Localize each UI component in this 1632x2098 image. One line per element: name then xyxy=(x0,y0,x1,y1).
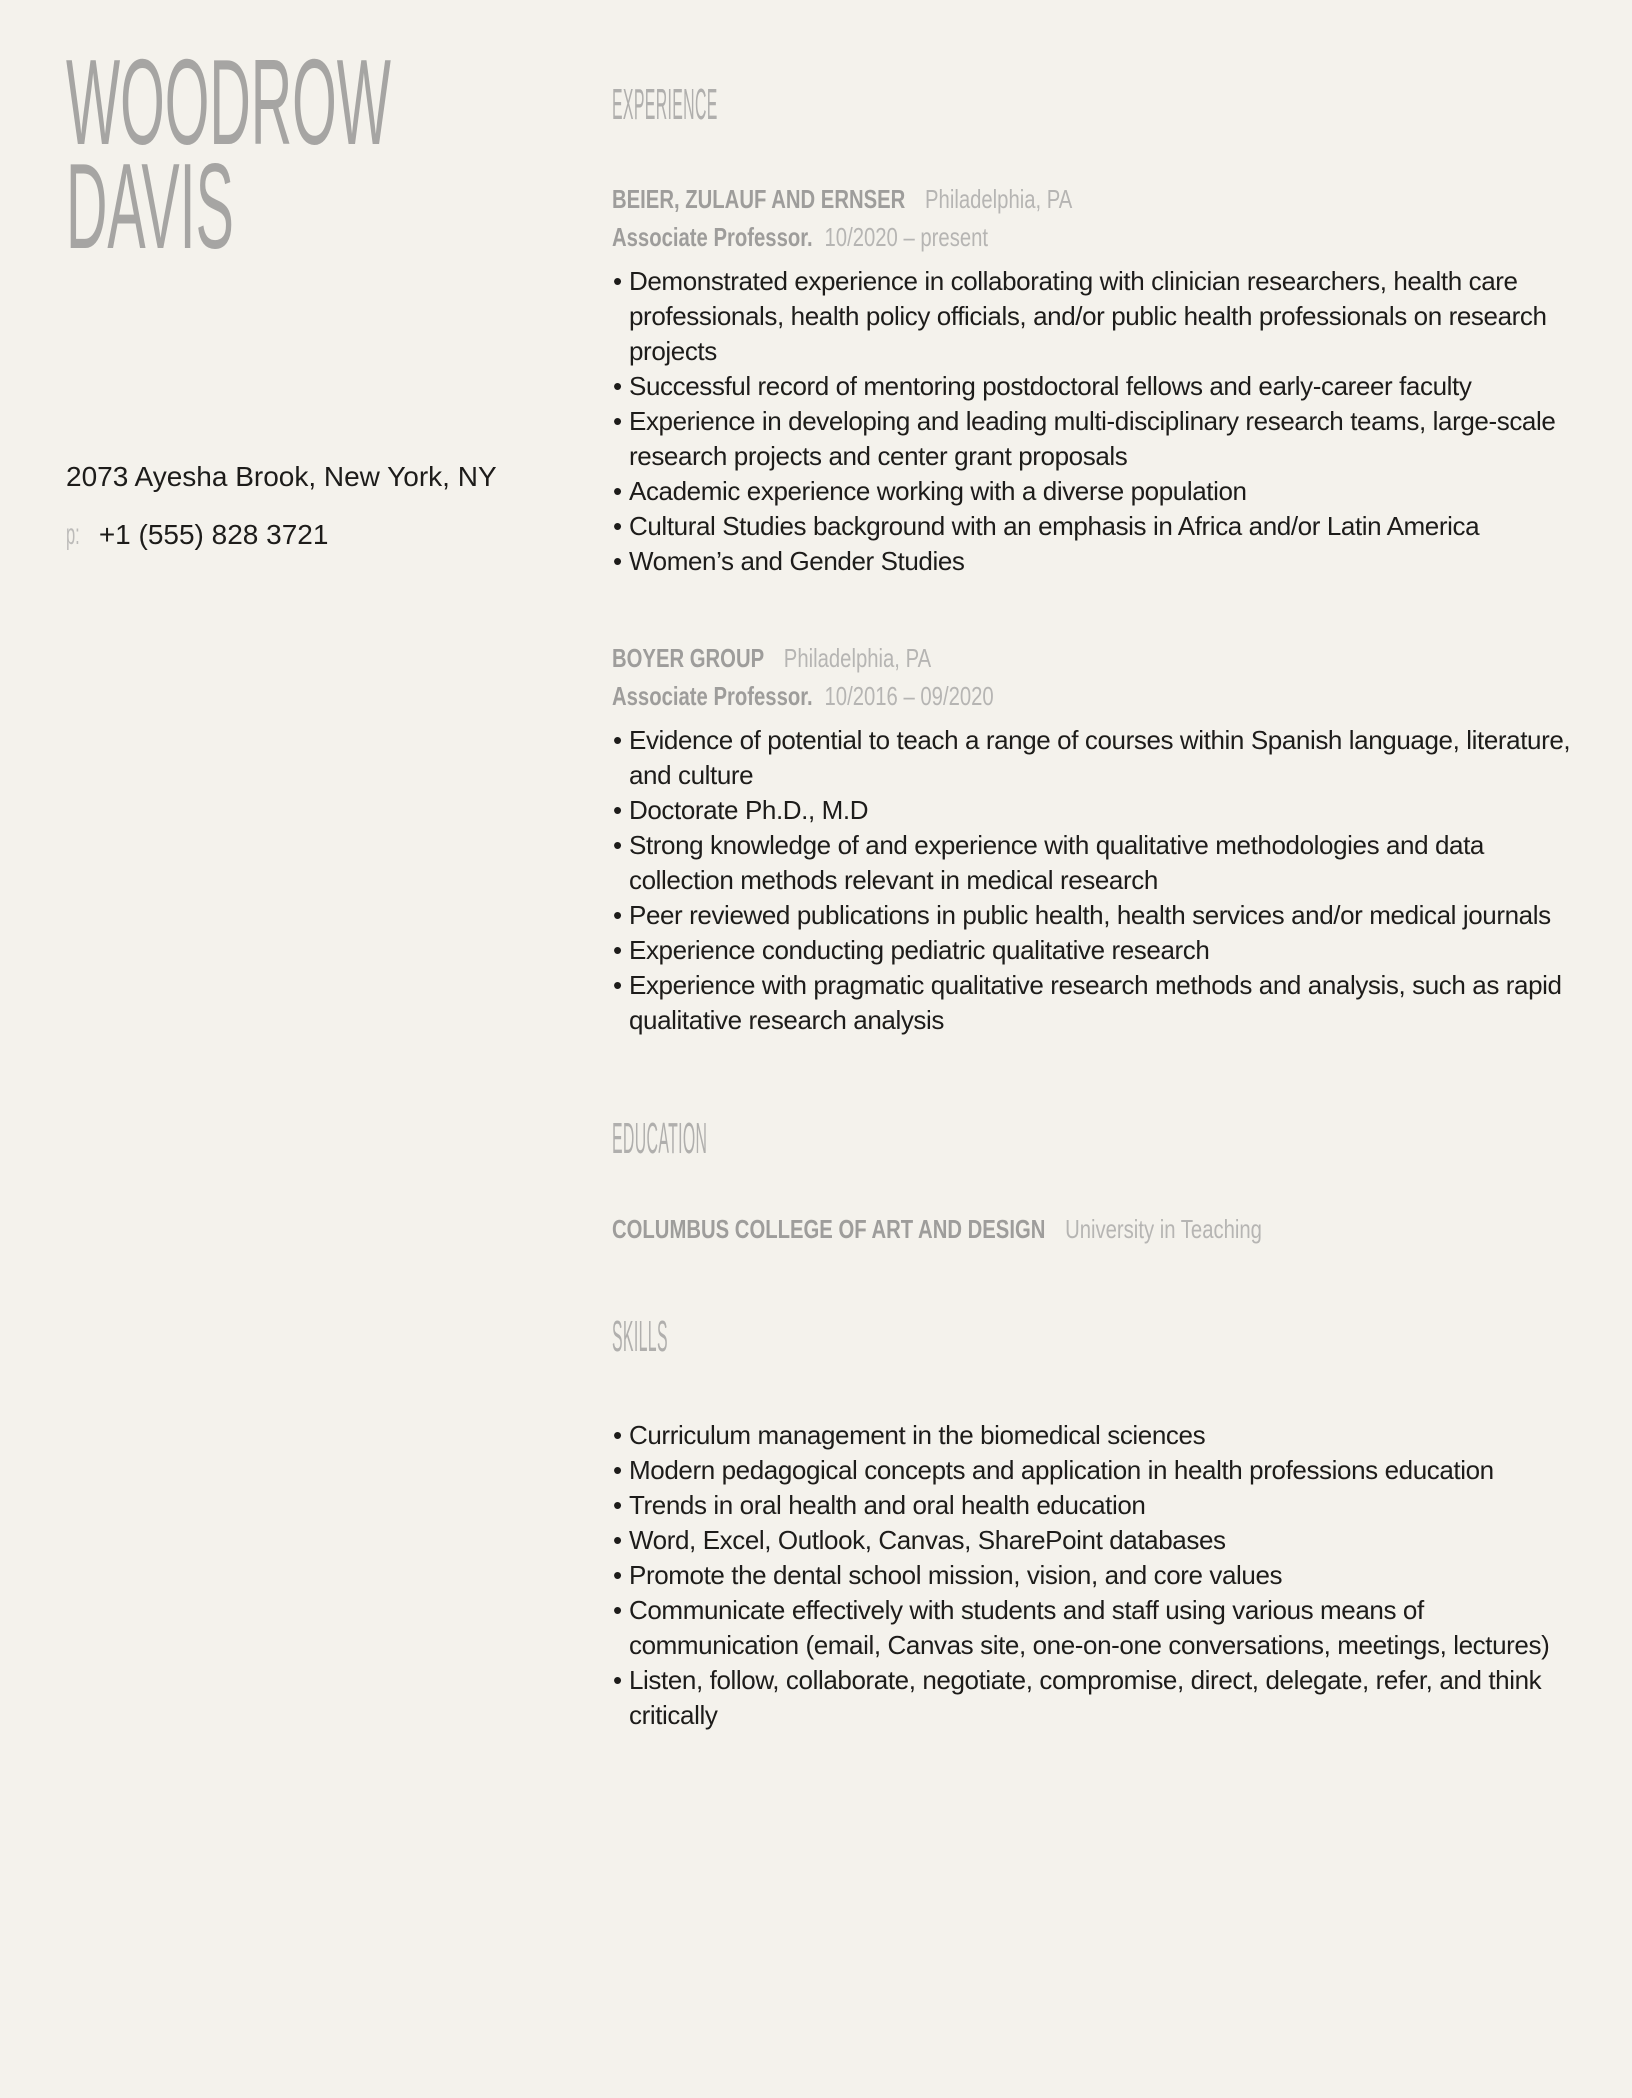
bullet-item: • Academic experience working with a diverse population xyxy=(612,474,1582,509)
company-name: BEIER, ZULAUF AND ERNSER xyxy=(612,184,906,214)
bullet-item: • Peer reviewed publications in public health, health services and/or medical journals xyxy=(612,898,1582,933)
job-header xyxy=(612,643,1369,673)
bullet-item: • Experience conducting pediatric qualitative research xyxy=(612,933,1582,968)
company-location: Philadelphia, PA xyxy=(783,643,932,673)
bullet-item: • Listen, follow, collaborate, negotiate, compromise, direct, delegate, refer, and think critically xyxy=(612,1663,1582,1733)
education-entry xyxy=(612,1214,1369,1244)
address-line: 2073 Ayesha Brook, New York, NY xyxy=(66,461,497,492)
job-subheader xyxy=(612,222,1369,252)
identity-column xyxy=(66,34,566,274)
job-bullet-list xyxy=(612,723,1582,1038)
bullet-item: • Evidence of potential to teach a range of courses within Spanish language, literature, and culture xyxy=(612,723,1582,793)
section-heading-skills: SKILLS xyxy=(612,1312,668,1361)
bullet-item: • Demonstrated experience in collaborating with clinician researchers, health care professionals, health policy officials, and/or public health professionals on research projects xyxy=(612,264,1582,369)
bullet-item: • Modern pedagogical concepts and application in health professions education xyxy=(612,1453,1582,1488)
bullet-item: • Experience with pragmatic qualitative research methods and analysis, such as rapid qualitative research analysis xyxy=(612,968,1582,1038)
phone-row xyxy=(66,518,497,552)
job-entry-1 xyxy=(612,184,1582,579)
bullet-item: • Strong knowledge of and experience with qualitative methodologies and data collection methods relevant in medical research xyxy=(612,828,1582,898)
bullet-item: • Word, Excel, Outlook, Canvas, SharePoint databases xyxy=(612,1523,1582,1558)
job-subheader xyxy=(612,681,1369,711)
bullet-item: • Trends in oral health and oral health education xyxy=(612,1488,1582,1523)
person-first-name: WOODROW xyxy=(66,34,391,170)
bullet-item: • Promote the dental school mission, vision, and core values xyxy=(612,1558,1582,1593)
school-name: COLUMBUS COLLEGE OF ART AND DESIGN xyxy=(612,1214,1046,1244)
job-dates: 10/2020 – present xyxy=(824,222,989,252)
bullet-item: • Experience in developing and leading multi-disciplinary research teams, large-scale research projects and center grant proposals xyxy=(612,404,1582,474)
job-title: Associate Professor. xyxy=(612,681,813,711)
content-column xyxy=(612,0,1582,1733)
person-last-name: DAVIS xyxy=(66,138,234,274)
bullet-item: • Curriculum management in the biomedical sciences xyxy=(612,1418,1582,1453)
phone-number: +1 (555) 828 3721 xyxy=(98,519,329,550)
bullet-item: • Successful record of mentoring postdoctoral fellows and early-career faculty xyxy=(612,369,1582,404)
company-location: Philadelphia, PA xyxy=(925,184,1073,214)
bullet-item: • Women’s and Gender Studies xyxy=(612,544,1582,579)
school-detail: University in Teaching xyxy=(1065,1214,1262,1244)
section-heading-education: EDUCATION xyxy=(612,1114,708,1163)
skills-bullet-list xyxy=(612,1418,1582,1733)
section-heading-experience: EXPERIENCE xyxy=(612,80,718,129)
person-name xyxy=(66,34,566,274)
company-name: BOYER GROUP xyxy=(612,643,765,673)
bullet-item: • Doctorate Ph.D., M.D xyxy=(612,793,1582,828)
job-header xyxy=(612,184,1369,214)
job-title: Associate Professor. xyxy=(612,222,813,252)
job-dates: 10/2016 – 09/2020 xyxy=(824,681,994,711)
phone-label: p: xyxy=(66,518,80,551)
contact-block xyxy=(66,460,497,552)
job-entry-2 xyxy=(612,643,1582,1038)
bullet-item: • Communicate effectively with students and staff using various means of communication (email, Canvas site, one-on-one conversations, meetings, lectures) xyxy=(612,1593,1582,1663)
bullet-item: • Cultural Studies background with an emphasis in Africa and/or Latin America xyxy=(612,509,1582,544)
job-bullet-list xyxy=(612,264,1582,579)
